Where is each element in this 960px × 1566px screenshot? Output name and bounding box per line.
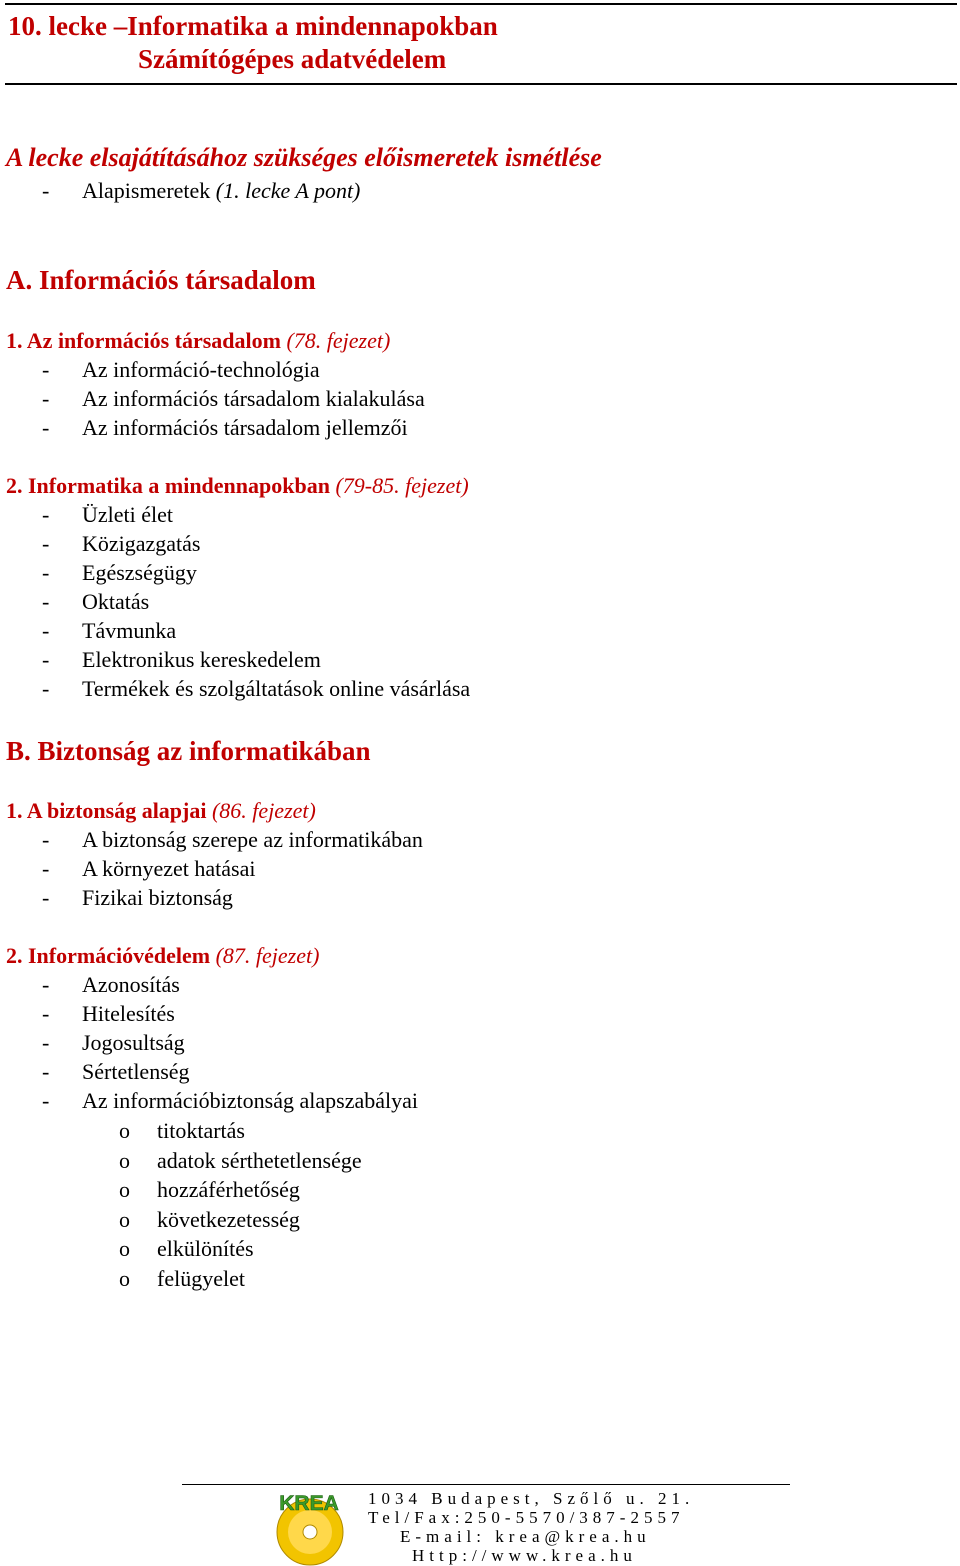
section-b2-sublist <box>119 1117 719 1295</box>
circle-marker: o <box>119 1118 130 1143</box>
prerequisite-item <box>42 177 642 205</box>
dash-marker: - <box>42 1088 50 1113</box>
list-item: - Közigazgatás <box>42 531 201 556</box>
section-b-heading: B. Biztonság az informatikában <box>6 736 371 766</box>
list-item: - Oktatás <box>42 589 150 614</box>
sub-list-item: o adatok sérthetetlensége <box>119 1147 362 1173</box>
section-a1-heading <box>6 327 390 355</box>
section-b2-list <box>42 971 742 1116</box>
section-b1-title: 1. A biztonság alapjai <box>6 798 207 823</box>
logo-wordmark: KREA <box>279 1492 339 1515</box>
lesson-title: 10. lecke –Informatika a mindennapokban <box>8 11 498 41</box>
section-a1-ref: (78. fejezet) <box>280 328 391 353</box>
logo-disc-hole <box>303 1525 317 1539</box>
dash-marker: - <box>42 1030 50 1055</box>
list-item: - Sértetlenség <box>42 1059 190 1084</box>
section-b1-list <box>42 826 742 913</box>
lesson-subtitle: Számítógépes adatvédelem <box>138 44 447 74</box>
list-item: - Üzleti élet <box>42 502 174 527</box>
dash-marker: - <box>42 589 50 614</box>
sub-list-item: o hozzáférhetőség <box>119 1177 300 1203</box>
list-item: - Termékek és szolgáltatások online vásárlása <box>42 676 471 701</box>
list-item: - Az információs társadalom jellemzői <box>42 415 408 440</box>
circle-marker: o <box>119 1265 130 1291</box>
dash-marker: - <box>42 531 50 556</box>
section-b1-heading <box>6 797 316 825</box>
footer-address: 1034 Budapest, Szőlő u. 21. <box>368 1489 695 1508</box>
section-b2-ref: (87. fejezet) <box>210 943 320 968</box>
footer-phone: Tel/Fax:250-5570/387-2557 <box>368 1508 685 1527</box>
dash-marker: - <box>42 647 50 672</box>
list-item: - Az információbiztonság alapszabályai <box>42 1088 418 1113</box>
dash-marker: - <box>42 827 50 852</box>
dash-marker: - <box>42 1059 50 1084</box>
list-item: - Jogosultság <box>42 1030 185 1055</box>
list-item: - Az információ-technológia <box>42 357 320 382</box>
dash-marker: - <box>42 178 50 203</box>
circle-marker: o <box>119 1147 130 1173</box>
dash-marker: - <box>42 386 50 411</box>
section-b1-ref: (86. fejezet) <box>206 798 316 823</box>
dash-marker: - <box>42 676 50 701</box>
sub-list-item: o titoktartás <box>119 1118 245 1143</box>
dash-marker: - <box>42 560 50 585</box>
footer-web: Http://www.krea.hu <box>412 1546 637 1565</box>
list-item: - A biztonság szerepe az informatikában <box>42 827 423 852</box>
section-a-heading: A. Információs társadalom <box>6 265 316 295</box>
prerequisite-ref: (1. lecke A pont) <box>215 178 361 203</box>
list-item: - Elektronikus kereskedelem <box>42 647 321 672</box>
footer-rule <box>182 1484 790 1485</box>
dash-marker: - <box>42 415 50 440</box>
prerequisite-text: Alapismeretek <box>82 178 216 203</box>
section-a2-heading <box>6 472 469 500</box>
sub-list-item: o felügyelet <box>119 1265 245 1291</box>
section-a2-title: 2. Informatika a mindennapokban <box>6 473 330 498</box>
circle-marker: o <box>119 1206 130 1232</box>
list-item: - Azonosítás <box>42 972 180 997</box>
dash-marker: - <box>42 357 50 382</box>
circle-marker: o <box>119 1236 130 1262</box>
dash-marker: - <box>42 1001 50 1026</box>
dash-marker: - <box>42 618 50 643</box>
sub-list-item: o elkülönítés <box>119 1236 254 1262</box>
dash-marker: - <box>42 502 50 527</box>
section-a1-list <box>42 356 742 443</box>
list-item: - Távmunka <box>42 618 177 643</box>
top-rule <box>5 3 957 5</box>
section-a2-list <box>42 501 742 704</box>
section-a2-ref: (79-85. fejezet) <box>329 473 469 498</box>
title-rule <box>5 83 957 85</box>
sub-list-item: o következetesség <box>119 1206 300 1232</box>
dash-marker: - <box>42 856 50 881</box>
list-item: - Az információs társadalom kialakulása <box>42 386 425 411</box>
footer-email: E-mail: krea@krea.hu <box>400 1527 651 1546</box>
dash-marker: - <box>42 885 50 910</box>
krea-logo <box>266 1488 352 1566</box>
list-item: - A környezet hatásai <box>42 856 256 881</box>
dash-marker: - <box>42 972 50 997</box>
list-item: - Hitelesítés <box>42 1001 175 1026</box>
section-b2-heading <box>6 942 319 970</box>
list-item: - Egészségügy <box>42 560 197 585</box>
list-item: - Fizikai biztonság <box>42 885 233 910</box>
section-a1-title: 1. Az információs társadalom <box>6 328 281 353</box>
prerequisites-heading: A lecke elsajátításához szükséges előismeretek ismétlése <box>6 143 602 172</box>
section-b2-title: 2. Információvédelem <box>6 943 211 968</box>
circle-marker: o <box>119 1177 130 1203</box>
